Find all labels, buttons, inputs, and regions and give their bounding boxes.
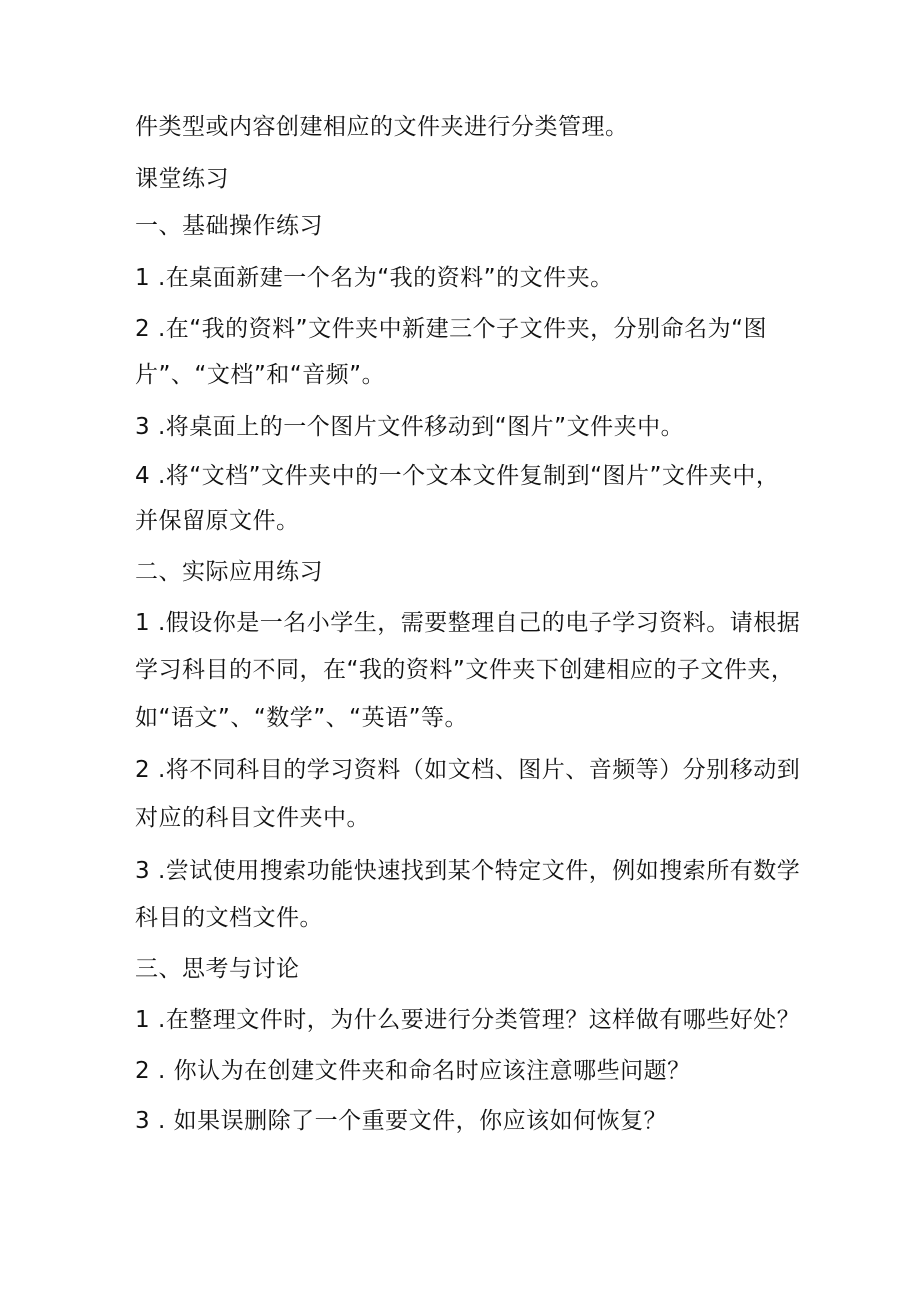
basic-exercise-4-line-1: 4 .将“文档”文件夹中的一个文本文件复制到“图片”文件夹中，	[135, 463, 780, 489]
paragraph-continuation: 件类型或内容创建相应的文件夹进行分类管理。	[135, 114, 629, 140]
application-exercise-2-line-1: 2 .将不同科目的学习资料（如文档、图片、音频等）分别移动到	[135, 757, 801, 783]
subsection-heading-practical-application: 二、实际应用练习	[135, 559, 323, 585]
application-exercise-3-line-2: 科目的文档文件。	[135, 905, 323, 931]
reflection-question-1: 1 .在整理文件时，为什么要进行分类管理？这样做有哪些好处？	[135, 1007, 801, 1033]
application-exercise-3-line-1: 3 .尝试使用搜索功能快速找到某个特定文件，例如搜索所有数学	[135, 858, 801, 884]
application-exercise-2-line-2: 对应的科目文件夹中。	[135, 805, 370, 831]
application-exercise-1-line-2: 学习科目的不同，在“我的资料”文件夹下创建相应的子文件夹，	[135, 657, 795, 683]
basic-exercise-2-line-2: 片”、“文档”和“音频”。	[135, 362, 386, 388]
basic-exercise-1: 1 .在桌面新建一个名为“我的资料”的文件夹。	[135, 265, 614, 291]
application-exercise-1-line-3: 如“语文”、“数学”、“英语”等。	[135, 705, 468, 731]
subsection-heading-reflection: 三、思考与讨论	[135, 956, 300, 982]
basic-exercise-3: 3 .将桌面上的一个图片文件移动到“图片”文件夹中。	[135, 414, 685, 440]
application-exercise-1-line-1: 1 .假设你是一名小学生，需要整理自己的电子学习资料。请根据	[135, 610, 801, 636]
basic-exercise-4-line-2: 并保留原文件。	[135, 508, 300, 534]
subsection-heading-basic-operations: 一、基础操作练习	[135, 213, 323, 239]
section-heading-classroom-practice: 课堂练习	[135, 166, 229, 192]
basic-exercise-2-line-1: 2 .在“我的资料”文件夹中新建三个子文件夹，分别命名为“图	[135, 316, 768, 342]
reflection-question-2: 2 . 你认为在创建文件夹和命名时应该注意哪些问题？	[135, 1058, 691, 1084]
reflection-question-3: 3 . 如果误删除了一个重要文件，你应该如何恢复？	[135, 1108, 668, 1134]
